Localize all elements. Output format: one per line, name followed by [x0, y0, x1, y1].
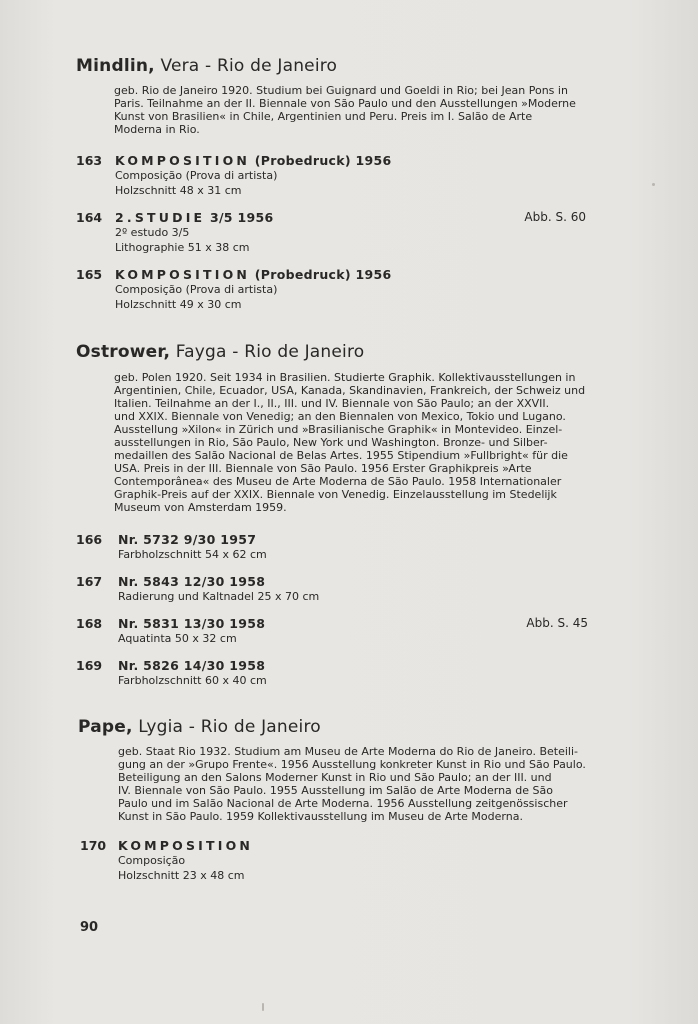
catalog-entry: [76, 267, 588, 313]
artist-location: Lygia - Rio de Janeiro: [132, 717, 321, 737]
artist-location: Vera - Rio de Janeiro: [154, 56, 338, 76]
entry-number: 163: [76, 153, 103, 168]
entry-title-line: [115, 267, 392, 282]
catalog-entry: [76, 574, 588, 606]
entry-number: 168: [76, 616, 103, 631]
entry-title-extra: (Probedruck) 1956: [250, 267, 392, 282]
entry-subtitle: Composição (Prova di artista): [115, 169, 278, 182]
entry-title: Nr. 5831: [118, 616, 180, 631]
artist-surname: Pape,: [78, 717, 133, 737]
artist-location: Fayga - Rio de Janeiro: [170, 342, 365, 362]
entry-technique: Holzschnitt 23 x 48 cm: [118, 869, 245, 882]
entry-title: KOMPOSITION: [115, 267, 251, 282]
entry-number: 165: [76, 267, 103, 282]
entry-number: 170: [80, 838, 107, 853]
entry-title-line: [118, 838, 253, 853]
entry-title-line: [118, 658, 265, 673]
catalog-entry: [76, 616, 588, 648]
entry-technique: Farbholzschnitt 60 x 40 cm: [118, 674, 267, 687]
entry-subtitle: Composição: [118, 854, 186, 867]
entry-subtitle: 2º estudo 3/5: [115, 226, 190, 239]
entry-title-extra: 14/30 1958: [179, 658, 266, 673]
entry-title: Nr. 5826: [118, 658, 180, 673]
entry-technique: Aquatinta 50 x 32 cm: [118, 632, 237, 645]
entry-technique: Holzschnitt 48 x 31 cm: [115, 184, 242, 197]
artist-heading: [76, 56, 337, 76]
entry-title-extra: 3/5 1956: [205, 210, 274, 225]
entry-title-line: [118, 532, 256, 547]
entry-title: KOMPOSITION: [115, 153, 251, 168]
page-number: 90: [80, 920, 99, 935]
entry-title: 2.STUDIE: [115, 210, 206, 225]
entry-title-extra: 13/30 1958: [179, 616, 266, 631]
paper-speck: [652, 183, 655, 186]
artist-biography: geb. Rio de Janeiro 1920. Studium bei Guignard und Goeldi in Rio; bei Jean Pons in Paris. Teilnahme an der II. Biennale von São Paulo und den Ausstellungen »Moderne Kunst von Brasilien« in Chile, Argentinien und Peru. Preis im I. Salão de Arte Moderna in Rio.: [114, 84, 576, 136]
entry-title-extra: (Probedruck) 1956: [250, 153, 392, 168]
entry-technique: Farbholzschnitt 54 x 62 cm: [118, 548, 267, 561]
entry-number: 169: [76, 658, 103, 673]
artist-biography: geb. Staat Rio 1932. Studium am Museu de Arte Moderna do Rio de Janeiro. Beteili- gung an der »Grupo Frente«. 1956 Ausstellung konkreter Kunst in Rio und São Paulo. Beteiligung an den Salons Moderner Kunst in Rio und São Paulo; an der III. und IV. Biennale von São Paulo. 1955 Ausstellung im Salão de Arte Moderna de São Paulo und im Salão Nacional de Arte Moderna. 1956 Ausstellung zeitgenössischer Kunst in São Paulo. 1959 Kollektivausstellung im Museu de Arte Moderna.: [118, 745, 586, 823]
illustration-reference: Abb. S. 45: [526, 616, 588, 630]
entry-number: 167: [76, 574, 103, 589]
illustration-reference: Abb. S. 60: [524, 210, 586, 224]
entry-title-line: [115, 153, 392, 168]
entry-technique: Holzschnitt 49 x 30 cm: [115, 298, 242, 311]
catalog-entry: [76, 532, 588, 564]
catalog-entry: [80, 838, 592, 884]
artist-heading: [76, 342, 364, 362]
entry-number: 164: [76, 210, 103, 225]
entry-technique: Radierung und Kaltnadel 25 x 70 cm: [118, 590, 320, 603]
entry-subtitle: Composição (Prova di artista): [115, 283, 278, 296]
catalog-entry: [76, 658, 588, 690]
entry-title: KOMPOSITION: [118, 838, 254, 853]
catalog-entry: [76, 153, 588, 199]
entry-title: Nr. 5843: [118, 574, 180, 589]
artist-biography: geb. Polen 1920. Seit 1934 in Brasilien. Studierte Graphik. Kollektivausstellungen in Argentinien, Chile, Ecuador, USA, Kanada, Skandinavien, Frankreich, der Schweiz und Italien. Teilnahme an der I., II., III. und IV. Biennale von São Paulo; an der XXVII. und XXIX. Biennale von Venedig; an den Biennalen von Mexico, Tokio und Lugano. Ausstellung »Xilon« in Zürich und »Brasilianische Graphik« in Montevideo. Einzel- ausstellungen in Rio, São Paulo, New York und Washington. Bronze- und Silber- medaillen des Salão Nacional de Belas Artes. 1955 Stipendium »Fullbright« für die USA. Preis in der III. Biennale von São Paulo. 1956 Erster Graphikpreis »Arte Contemporânea« des Museu de Arte Moderna de São Paulo. 1958 Internationaler Graphik-Preis auf der XXIX. Biennale von Venedig. Einzelausstellung im Stedelijk Museum von Amsterdam 1959.: [114, 371, 586, 514]
entry-technique: Lithographie 51 x 38 cm: [115, 241, 250, 254]
entry-title-line: [118, 616, 265, 631]
artist-heading: [78, 717, 321, 737]
entry-title-line: [118, 574, 265, 589]
entry-title-line: [115, 210, 273, 225]
entry-title-extra: 9/30 1957: [179, 532, 257, 547]
catalog-entry: [76, 210, 586, 256]
entry-title: Nr. 5732: [118, 532, 180, 547]
artist-surname: Ostrower,: [76, 342, 171, 362]
entry-title-extra: 12/30 1958: [179, 574, 266, 589]
artist-surname: Mindlin,: [76, 56, 155, 76]
entry-number: 166: [76, 532, 103, 547]
paper-speck: [262, 1003, 264, 1011]
